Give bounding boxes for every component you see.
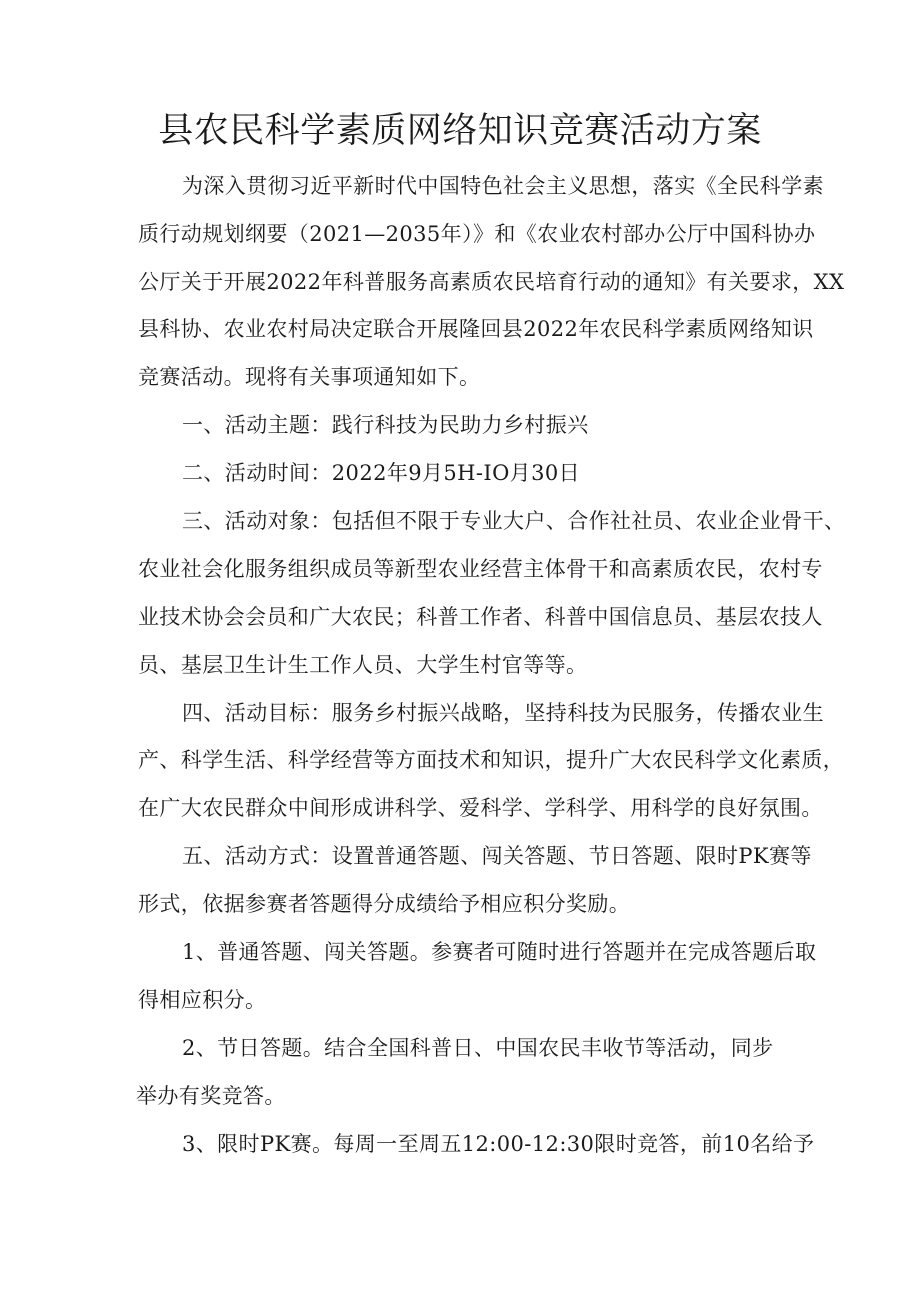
paragraph-line: 为深入贯彻习近平新时代中国特色社会主义思想，落实《全民科学素 [182,174,824,198]
section-theme-line: 一、活动主题：践行科技为民助力乡村振兴 [182,413,589,437]
document-title: 县农民科学素质网络知识竞赛活动方案 [158,111,762,151]
paragraph-line: 产、科学生活、科学经营等方面技术和知识，提升广大农民科学文化素质， [138,748,845,772]
paragraph-line: 农业社会化服务组织成员等新型农业经营主体骨干和高素质农民，农村专 [138,557,823,581]
section-time-line: 二、活动时间：2022年9月5H-IO月30日 [182,461,581,485]
paragraph-line: 竞赛活动。现将有关事项通知如下。 [138,365,481,389]
paragraph-line: 五、活动方式：设置普通答题、闯关答题、节日答题、限时PK赛等 [182,844,812,868]
paragraph-line: 举办有奖竞答。 [136,1084,286,1108]
paragraph-line: 四、活动目标：服务乡村振兴战略，坚持科技为民服务，传播农业生 [182,701,824,725]
paragraph-line: 质行动规划纲要（2021—2035年）》和《农业农村部办公厅中国科协办 [138,222,816,246]
paragraph-line: 业技术协会会员和广大农民；科普工作者、科普中国信息员、基层农技人 [138,605,823,629]
paragraph-line: 2、节日答题。结合全国科普日、中国农民丰收节等活动，同步 [182,1036,774,1060]
paragraph-line: 员、基层卫生计生工作人员、大学生村官等等。 [138,653,588,677]
paragraph-line: 在广大农民群众中间形成讲科学、爱科学、学科学、用科学的良好氛围。 [138,796,823,820]
paragraph-line: 县科协、农业农村局决定联合开展隆回县2022年农民科学素质网络知识 [138,317,814,341]
paragraph-line: 得相应积分。 [138,988,267,1012]
paragraph-line: 公厅关于开展2022年科普服务高素质农民培育行动的通知》有关要求，XX [138,270,845,294]
paragraph-line: 三、活动对象：包括但不限于专业大户、合作社社员、农业企业骨干、 [182,509,846,533]
paragraph-line: 1、普通答题、闯关答题。参赛者可随时进行答题并在完成答题后取 [182,940,817,964]
paragraph-line: 形式，依据参赛者答题得分成绩给予相应积分奖励。 [138,892,631,916]
paragraph-line: 3、限时PK赛。每周一至周五12:00-12:30限时竞答，前10名给予 [182,1132,815,1156]
